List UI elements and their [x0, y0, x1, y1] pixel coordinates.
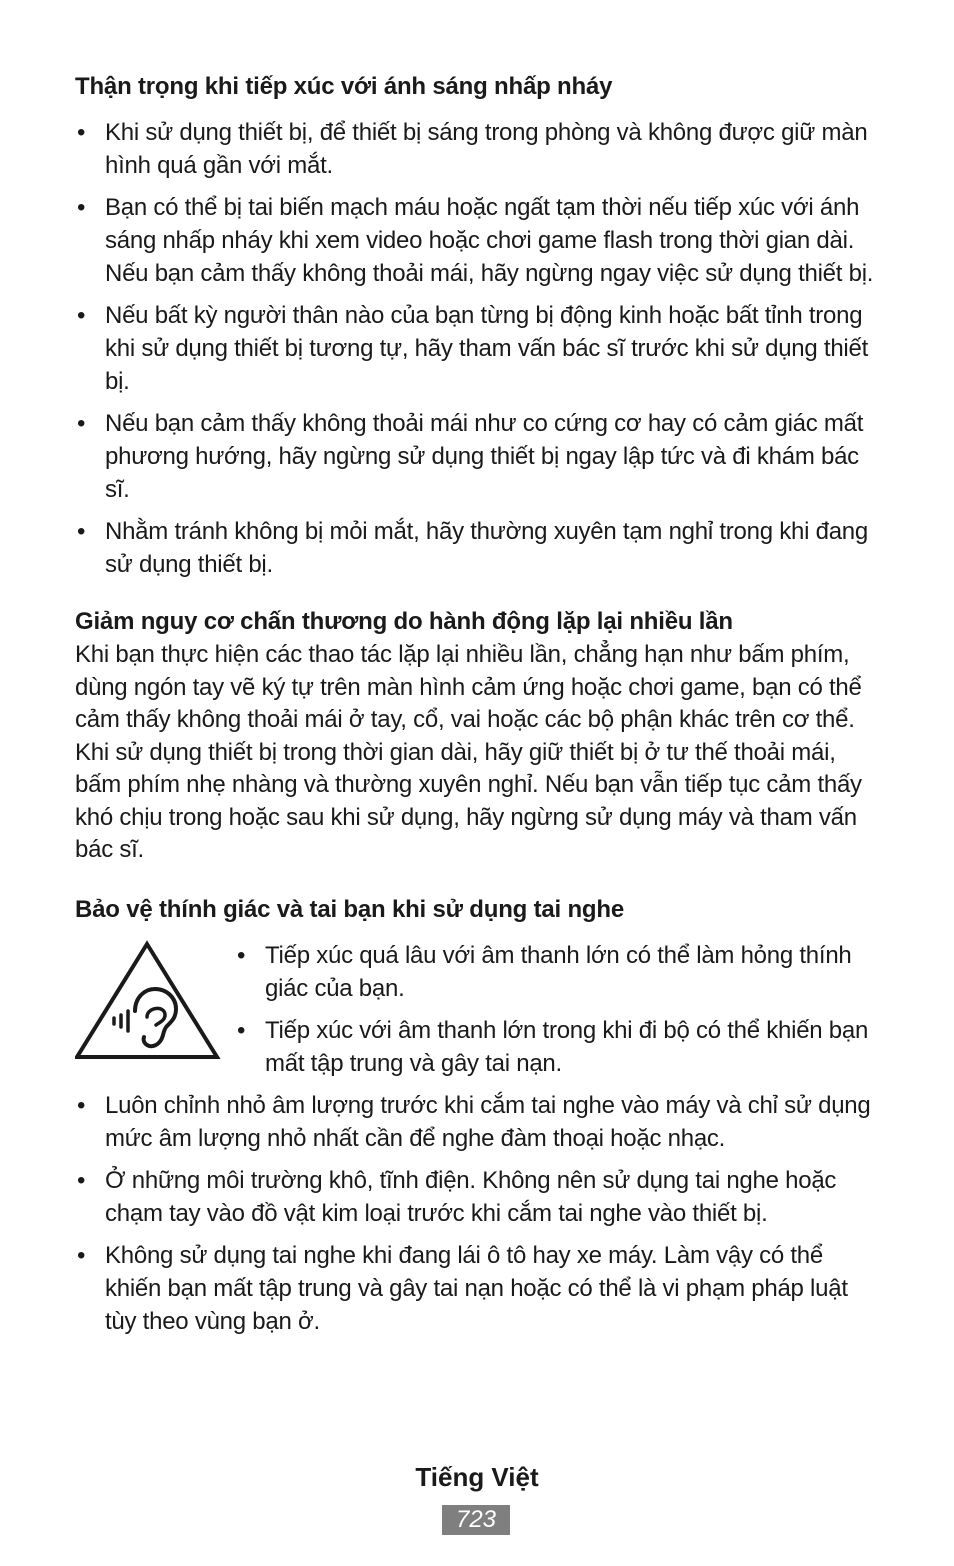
list-item-text: Tiếp xúc quá lâu với âm thanh lớn có thể làm hỏng thính giác của bạn. [265, 941, 852, 1002]
page-number: 723 [442, 1505, 510, 1535]
bullet: • [77, 410, 86, 437]
list-item [75, 515, 885, 581]
bullet: • [77, 194, 86, 221]
bullet: • [237, 1016, 246, 1044]
list-item [75, 1164, 885, 1230]
list-item [75, 407, 885, 506]
list-item-text: Bạn có thể bị tai biến mạch máu hoặc ngất tạm thời nếu tiếp xúc với ánh sáng nhấp nháy khi xem video hoặc chơi game flash trong thời gian dài. Nếu bạn cảm thấy không thoải mái, hãy ngừng ngay việc sử dụng thiết bị. [105, 194, 874, 287]
bullet: • [77, 518, 86, 545]
section-title-flashing-light: Thận trọng khi tiếp xúc với ánh sáng nhấp nháy [75, 73, 613, 100]
list-item-text: Ở những môi trường khô, tĩnh điện. Không nên sử dụng tai nghe hoặc chạm tay vào đồ vật kim loại trước khi cắm tai nghe vào thiết bị. [105, 1166, 837, 1227]
list-item [75, 299, 885, 398]
section-title-hearing-protection: Bảo vệ thính giác và tai bạn khi sử dụng tai nghe [75, 895, 624, 923]
list-item [75, 116, 885, 182]
document-page [75, 70, 885, 1347]
hearing-protection-list [75, 1089, 885, 1338]
list-item-text: Nhằm tránh không bị mỏi mắt, hãy thường xuyên tạm nghỉ trong khi đang sử dụng thiết bị. [105, 518, 868, 578]
hearing-warning-icon [75, 939, 225, 1061]
hearing-warning-block [75, 939, 885, 1089]
repetitive-motion-paragraph: Khi bạn thực hiện các thao tác lặp lại nhiều lần, chẳng hạn như bấm phím, dùng ngón tay vẽ ký tự trên màn hình cảm ứng hoặc chơi game, bạn có thể cảm thấy không thoải mái ở tay, cổ, vai hoặc các bộ phận khác trên cơ thể. Khi sử dụng thiết bị trong thời gian dài, hãy giữ thiết bị ở tư thế thoải mái, bấm phím nhẹ nhàng và thường xuyên nghỉ. Nếu bạn vẫn tiếp tục cảm thấy khó chịu trong hoặc sau khi sử dụng, hãy ngừng sử dụng máy và tham vấn bác sĩ. [75, 641, 862, 863]
bullet: • [77, 1166, 86, 1194]
bullet: • [77, 1091, 86, 1119]
list-item [235, 1014, 885, 1080]
list-item-text: Tiếp xúc với âm thanh lớn trong khi đi bộ có thể khiến bạn mất tập trung và gây tai nạn. [265, 1016, 869, 1077]
list-item-text: Nếu bạn cảm thấy không thoải mái như co cứng cơ hay có cảm giác mất phương hướng, hãy ngừng sử dụng thiết bị ngay lập tức và đi khám bác sĩ. [105, 410, 864, 503]
bullet: • [77, 1241, 86, 1269]
flashing-light-list [75, 116, 885, 581]
list-item [75, 1239, 885, 1338]
list-item [75, 1089, 885, 1155]
list-item-text: Không sử dụng tai nghe khi đang lái ô tô hay xe máy. Làm vậy có thể khiến bạn mất tập trung và gây tai nạn hoặc có thể là vi phạm pháp luật tùy theo vùng bạn ở. [105, 1241, 848, 1335]
section-title-repetitive-motion: Giảm nguy cơ chấn thương do hành động lặp lại nhiều lần [75, 608, 733, 635]
bullet: • [237, 941, 246, 969]
bullet: • [77, 302, 86, 329]
list-item-text: Nếu bất kỳ người thân nào của bạn từng bị động kinh hoặc bất tỉnh trong khi sử dụng thiết bị tương tự, hãy tham vấn bác sĩ trước khi sử dụng thiết bị. [105, 302, 869, 395]
footer-language-label: Tiếng Việt [415, 1462, 539, 1492]
list-item [75, 191, 885, 290]
bullet: • [77, 119, 86, 146]
list-item [235, 939, 885, 1005]
list-item-text: Khi sử dụng thiết bị, để thiết bị sáng trong phòng và không được giữ màn hình quá gần với mắt. [105, 119, 868, 179]
list-item-text: Luôn chỉnh nhỏ âm lượng trước khi cắm tai nghe vào máy và chỉ sử dụng mức âm lượng nhỏ nhất cần để nghe đàm thoại hoặc nhạc. [105, 1091, 871, 1152]
hearing-warning-list [235, 939, 885, 1089]
